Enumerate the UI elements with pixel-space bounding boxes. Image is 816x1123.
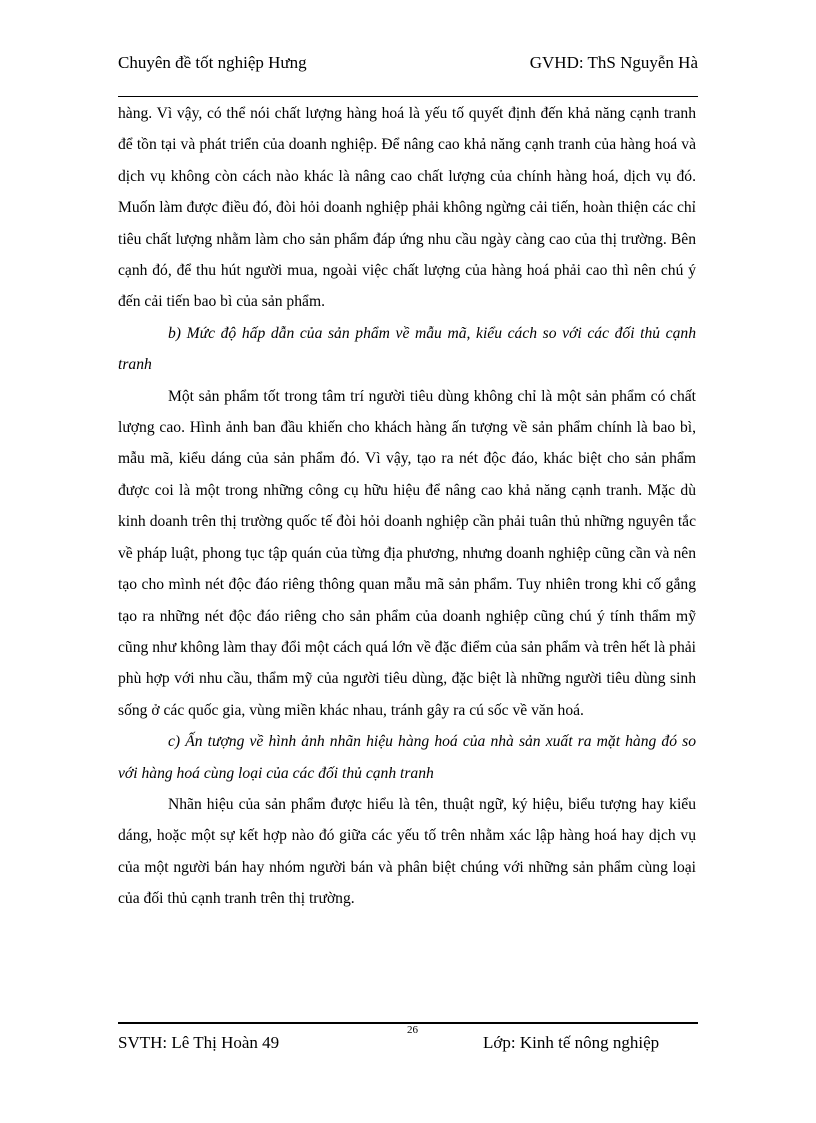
- header-right-text: GVHD: ThS Nguyễn Hà: [529, 53, 698, 72]
- section-heading-b: b) Mức độ hấp dẫn của sản phẩm về mẫu mã, kiểu cách so với các đối thủ cạnh tranh: [118, 324, 696, 374]
- header-left-text: Chuyên đề tốt nghiệp Hưng: [118, 53, 307, 72]
- document-body: [118, 98, 696, 915]
- paragraph-design: Một sản phẩm tốt trong tâm trí người tiêu dùng không chỉ là một sản phẩm có chất lượng cao. Hình ảnh ban đầu khiến cho khách hàng ấn tượng về sản phẩm chính là bao bì, mẫu mã, kiểu dáng của sản phẩm đó. Vì vậy, tạo ra nét độc đáo, khác biệt cho sản phẩm được coi là một trong những công cụ hữu hiệu để nâng cao khả năng cạnh tranh. Mặc dù kinh doanh trên thị trường quốc tế đòi hỏi doanh nghiệp cần phải tuân thủ những nguyên tắc về pháp luật, phong tục tập quán của từng địa phương, nhưng doanh nghiệp cũng cần và nên tạo cho mình nét độc đáo riêng thông quan mẫu mã sản phẩm. Tuy nhiên trong khi cố gắng tạo ra những nét độc đáo riêng cho sản phẩm của doanh nghiệp cũng chú ý tính thẩm mỹ cũng như không làm thay đổi một cách quá lớn về đặc điểm của sản phẩm và trên hết là phải phù hợp với nhu cầu, thẩm mỹ của người tiêu dùng, đặc biệt là những người tiêu dùng sinh sống ở các quốc gia, vùng miền khác nhau, tránh gây ra cú sốc về văn hoá.: [118, 387, 696, 719]
- paragraph-continuation: hàng. Vì vậy, có thể nói chất lượng hàng hoá là yếu tố quyết định đến khả năng cạnh tranh để tồn tại và phát triển của doanh nghiệp. Để nâng cao khả năng cạnh tranh của hàng hoá và dịch vụ không còn cách nào khác là nâng cao chất lượng của chính hàng hoá, dịch vụ đó. Muốn làm được điều đó, đòi hỏi doanh nghiệp phải không ngừng cải tiến, hoàn thiện các chỉ tiêu chất lượng nhằm làm cho sản phẩm đáp ứng nhu cầu ngày càng cao của thị trường. Bên cạnh đó, để thu hút người mua, ngoài việc chất lượng của hàng hoá phải cao thì nên chú ý đến cải tiến bao bì của sản phẩm.: [118, 105, 696, 311]
- page-number: 26: [407, 1024, 418, 1036]
- footer-left-text: SVTH: Lê Thị Hoàn 49: [118, 1033, 280, 1052]
- header-divider: [118, 96, 698, 97]
- paragraph-brand: Nhãn hiệu của sản phẩm được hiểu là tên, thuật ngữ, ký hiệu, biểu tượng hay kiểu dáng, hoặc một sự kết hợp nào đó giữa các yếu tố trên nhằm xác lập hàng hoá hay dịch vụ của một người bán hay nhóm người bán và phân biệt chúng với những sản phẩm cùng loại của đối thủ cạnh tranh trên thị trường.: [118, 795, 696, 908]
- section-heading-c: c) Ấn tượng về hình ảnh nhãn hiệu hàng hoá của nhà sản xuất ra mặt hàng đó so với hàng hoá cùng loại của các đối thủ cạnh tranh: [118, 733, 696, 782]
- footer-right-text: Lớp: Kinh tế nông nghiệp: [483, 1033, 660, 1052]
